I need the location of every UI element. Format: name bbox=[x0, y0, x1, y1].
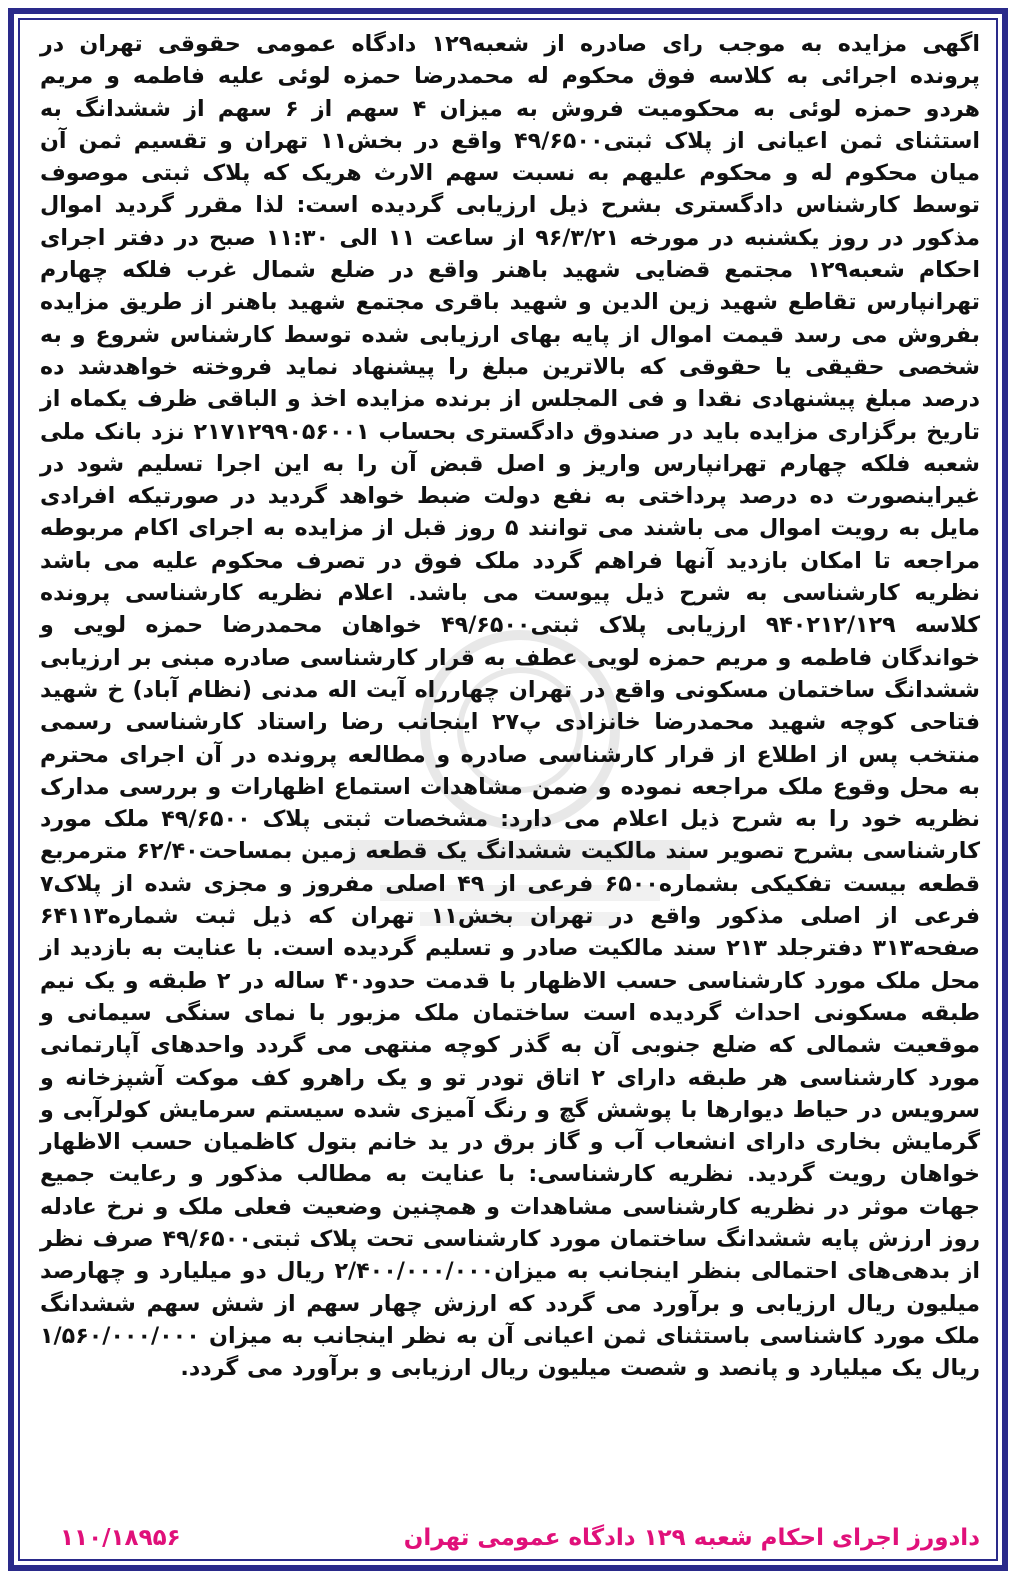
notice-footer bbox=[40, 1519, 980, 1557]
notice-reference-number: ۱۱۰/۱۸۹۵۶ bbox=[60, 1525, 181, 1551]
court-officer-signature: دادورز اجرای احکام شعبه ۱۲۹ دادگاه عمومی تهران bbox=[403, 1525, 980, 1551]
notice-content bbox=[40, 28, 980, 1384]
notice-body: اگهی مزایده به موجب رای صادره از شعبه۱۲۹ دادگاه عمومی حقوقی تهران در پرونده اجرائی به کلاسه فوق محکوم له محمدرضا حمزه لوئی علیه فاطمه و مریم هردو حمزه لوئی به محکومیت فروش به میزان ۴ سهم از ۶ سهم از ششدانگ به استثنای ثمن اعیانی از پلاک ثبتی۴۹/۶۵۰۰ واقع در بخش۱۱ تهران و تقسیم ثمن آن میان محکوم له و محکوم علیهم به نسبت سهم الارث هریک که پلاک ثبتی موصوف توسط کارشناس دادگستری بشرح ذیل ارزیابی گردیده است: لذا مقرر گردید اموال مذکور در روز یکشنبه در مورخه ۹۶/۳/۲۱ از ساعت ۱۱ الی ۱۱:۳۰ صبح در دفتر اجرای احکام شعبه۱۲۹ مجتمع قضایی شهید باهنر واقع در ضلع شمال غرب فلکه چهارم تهرانپارس تقاطع شهید زین الدین و شهید باقری مجتمع شهید باهنر از طریق مزایده بفروش می رسد قیمت اموال از پایه بهای ارزیابی شده توسط کارشناس شروع و به شخصی حقیقی یا حقوقی که بالاترین مبلغ را پیشنهاد نماید فروخته خواهدشد ده درصد مبلغ پیشنهادی نقدا و فی المجلس از برنده مزایده اخذ و الباقی ظرف یکماه از تاریخ برگزاری مزایده باید در صندوق دادگستری بحساب ۲۱۷۱۲۹۹۰۵۶۰۰۱ نزد بانک ملی شعبه فلکه چهارم تهرانپارس واریز و اصل قبض آن را به این اجرا تسلیم شود در غیراینصورت ده درصد پرداختی به نفع دولت ضبط خواهد گردید در صورتیکه افرادی مایل به رویت اموال می باشند می توانند ۵ روز قبل از مزایده به اجرای اکام مربوطه مراجعه تا امکان بازدید آنها فراهم گردد ملک فوق در تصرف محکوم علیه می باشد نظریه کارشناسی به شرح ذیل پیوست می باشد. اعلام نظریه کارشناسی پرونده کلاسه ۹۴۰۲۱۲/۱۲۹ ارزیابی پلاک ثبتی۴۹/۶۵۰۰ خواهان محمدرضا حمزه لویی و خواندگان فاطمه و مریم حمزه لویی عطف به قرار کارشناسی صادره مبنی بر ارزیابی ششدانگ ساختمان مسکونی واقع در تهران چهارراه آیت اله مدنی (نظام آباد) خ شهید فتاحی کوچه شهید محمدرضا خانزادی پ۲۷ اینجانب رضا راستاد کارشناسی رسمی منتخب پس از اطلاع از قرار کارشناسی صادره و مطالعه پرونده در آن اجرای محترم به محل وقوع ملک مراجعه نموده و ضمن مشاهدات استماع اظهارات و بررسی مدارک نظریه خود را به شرح ذیل اعلام می دارد: مشخصات ثبتی پلاک ۴۹/۶۵۰۰ ملک مورد کارشناسی بشرح تصویر سند مالکیت ششدانگ یک قطعه زمین بمساحت۶۲/۴۰ مترمربع قطعه بیست تفکیکی بشماره۶۵۰۰ فرعی از ۴۹ اصلی مفروز و مجزی شده از پلاک۷ فرعی از اصلی مذکور واقع در تهران بخش۱۱ تهران که ذیل ثبت شماره۶۴۱۱۳ صفحه۳۱۳ دفترجلد ۲۱۳ سند مالکیت صادر و تسلیم گردیده است. با عنایت به بازدید از محل ملک مورد کارشناسی حسب الاظهار با قدمت حدود۴۰ ساله در ۲ طبقه و یک نیم طبقه مسکونی احداث گردیده است ساختمان ملک مزبور با نمای سنگی سیمانی و موقعیت شمالی که ضلع جنوبی آن به گذر کوچه منتهی می گردد واحدهای آپارتمانی مورد کارشناسی هر طبقه دارای ۲ اتاق تودر تو و یک راهرو کف موکت آشپزخانه و سرویس در حیاط دیوارها با پوشش گچ و رنگ آمیزی شده سیستم سرمایش کولرآبی و گرمایش بخاری دارای انشعاب آب و گاز برق در ید خانم بتول کاظمیان حسب الاظهار خواهان رویت گردید. نظریه کارشناسی: با عنایت به مطالب مذکور و رعایت جمیع جهات موثر در نظریه کارشناسی مشاهدات و همچنین وضعیت فعلی ملک و نرخ عادله روز ارزش پایه ششدانگ ساختمان مورد کارشناسی تحت پلاک ثبتی۴۹/۶۵۰۰ صرف نظر از بدهی‌های احتمالی بنظر اینجانب به میزان۲/۴۰۰/۰۰۰/۰۰۰ ریال دو میلیارد و چهارصد میلیون ریال ارزیابی و برآورد می گردد که ارزش چهار سهم از شش سهم ششدانگ ملک مورد کاشناسی باستثنای ثمن اعیانی آن به نظر اینجانب به میزان ۱/۵۶۰/۰۰۰/۰۰۰ ریال یک میلیارد و پانصد و شصت میلیون ریال ارزیابی و برآورد می گردد. bbox=[40, 31, 981, 1382]
